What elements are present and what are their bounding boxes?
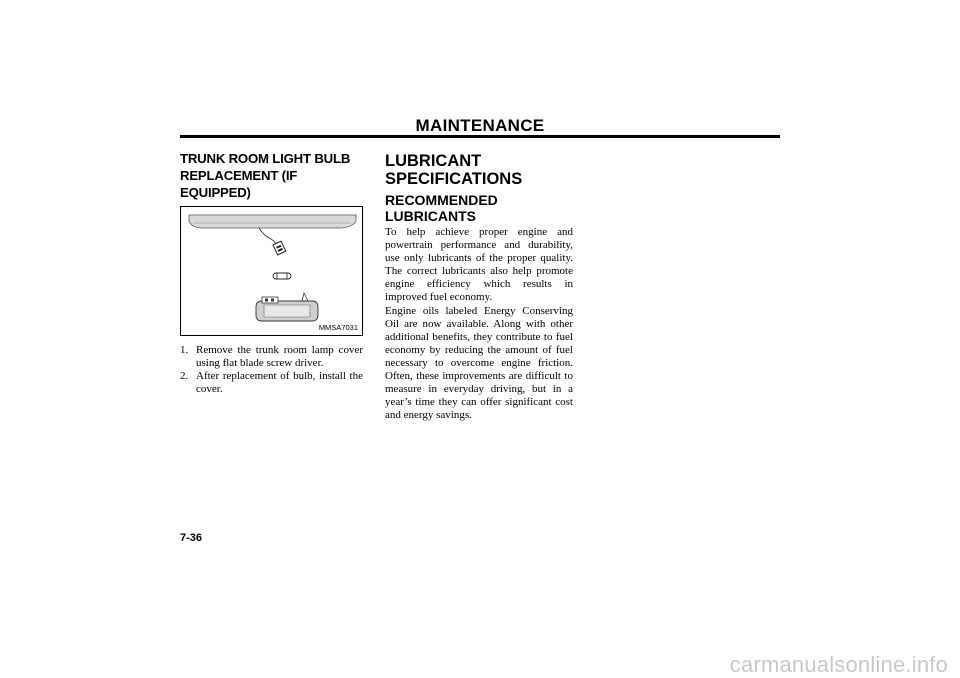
step-text: After replacement of bulb, install the cover. xyxy=(196,370,363,395)
recommended-heading-line2: LUBRICANTS xyxy=(385,208,476,224)
trunk-lamp-figure xyxy=(180,206,363,336)
figure-code: MMSA7031 xyxy=(318,323,358,332)
recommended-lubricants-heading xyxy=(385,192,573,224)
trunk-light-heading-line1: TRUNK ROOM LIGHT BULB xyxy=(180,151,351,166)
lubricant-paragraph-1: To help achieve proper engine and powertrain performance and durability, use only lubricants of the proper quality. The correct lubricants also help promote engine efficiency which results in improved fuel economy. xyxy=(385,226,573,304)
recommended-heading-line1: RECOMMENDED xyxy=(385,192,498,208)
trunk-lamp-illustration xyxy=(181,207,362,335)
lubricant-heading-line1: LUBRICANT xyxy=(385,152,482,170)
lubricant-paragraph-2: Engine oils labeled Energy Conserving Oil are now available. Along with other additional benefits, they contribute to fuel economy by reducing the amount of fuel necessary to overcome engine friction. Often, these improvements are difficult to measure in everyday driving, but in a year’s time they can offer significant cost and energy savings. xyxy=(385,304,573,422)
trunk-light-heading-line2: REPLACEMENT (IF EQUIPPED) xyxy=(180,168,298,200)
step-number: 2. xyxy=(180,370,189,382)
watermark: carmanualsonline.info xyxy=(729,652,948,677)
trunk-light-heading xyxy=(180,150,363,201)
header-rule xyxy=(180,135,780,138)
step-number: 1. xyxy=(180,344,189,356)
step-item xyxy=(180,344,363,370)
replacement-steps xyxy=(180,344,363,396)
left-column xyxy=(180,150,363,396)
step-text: Remove the trunk room lamp cover using flat blade screw driver. xyxy=(196,344,363,369)
page-number: 7-36 xyxy=(180,532,203,544)
header-title: MAINTENANCE xyxy=(415,116,545,135)
step-item xyxy=(180,370,363,396)
lubricant-heading-line2: SPECIFICATIONS xyxy=(385,170,523,188)
lubricant-specifications-heading xyxy=(385,152,573,188)
right-column xyxy=(385,150,573,422)
